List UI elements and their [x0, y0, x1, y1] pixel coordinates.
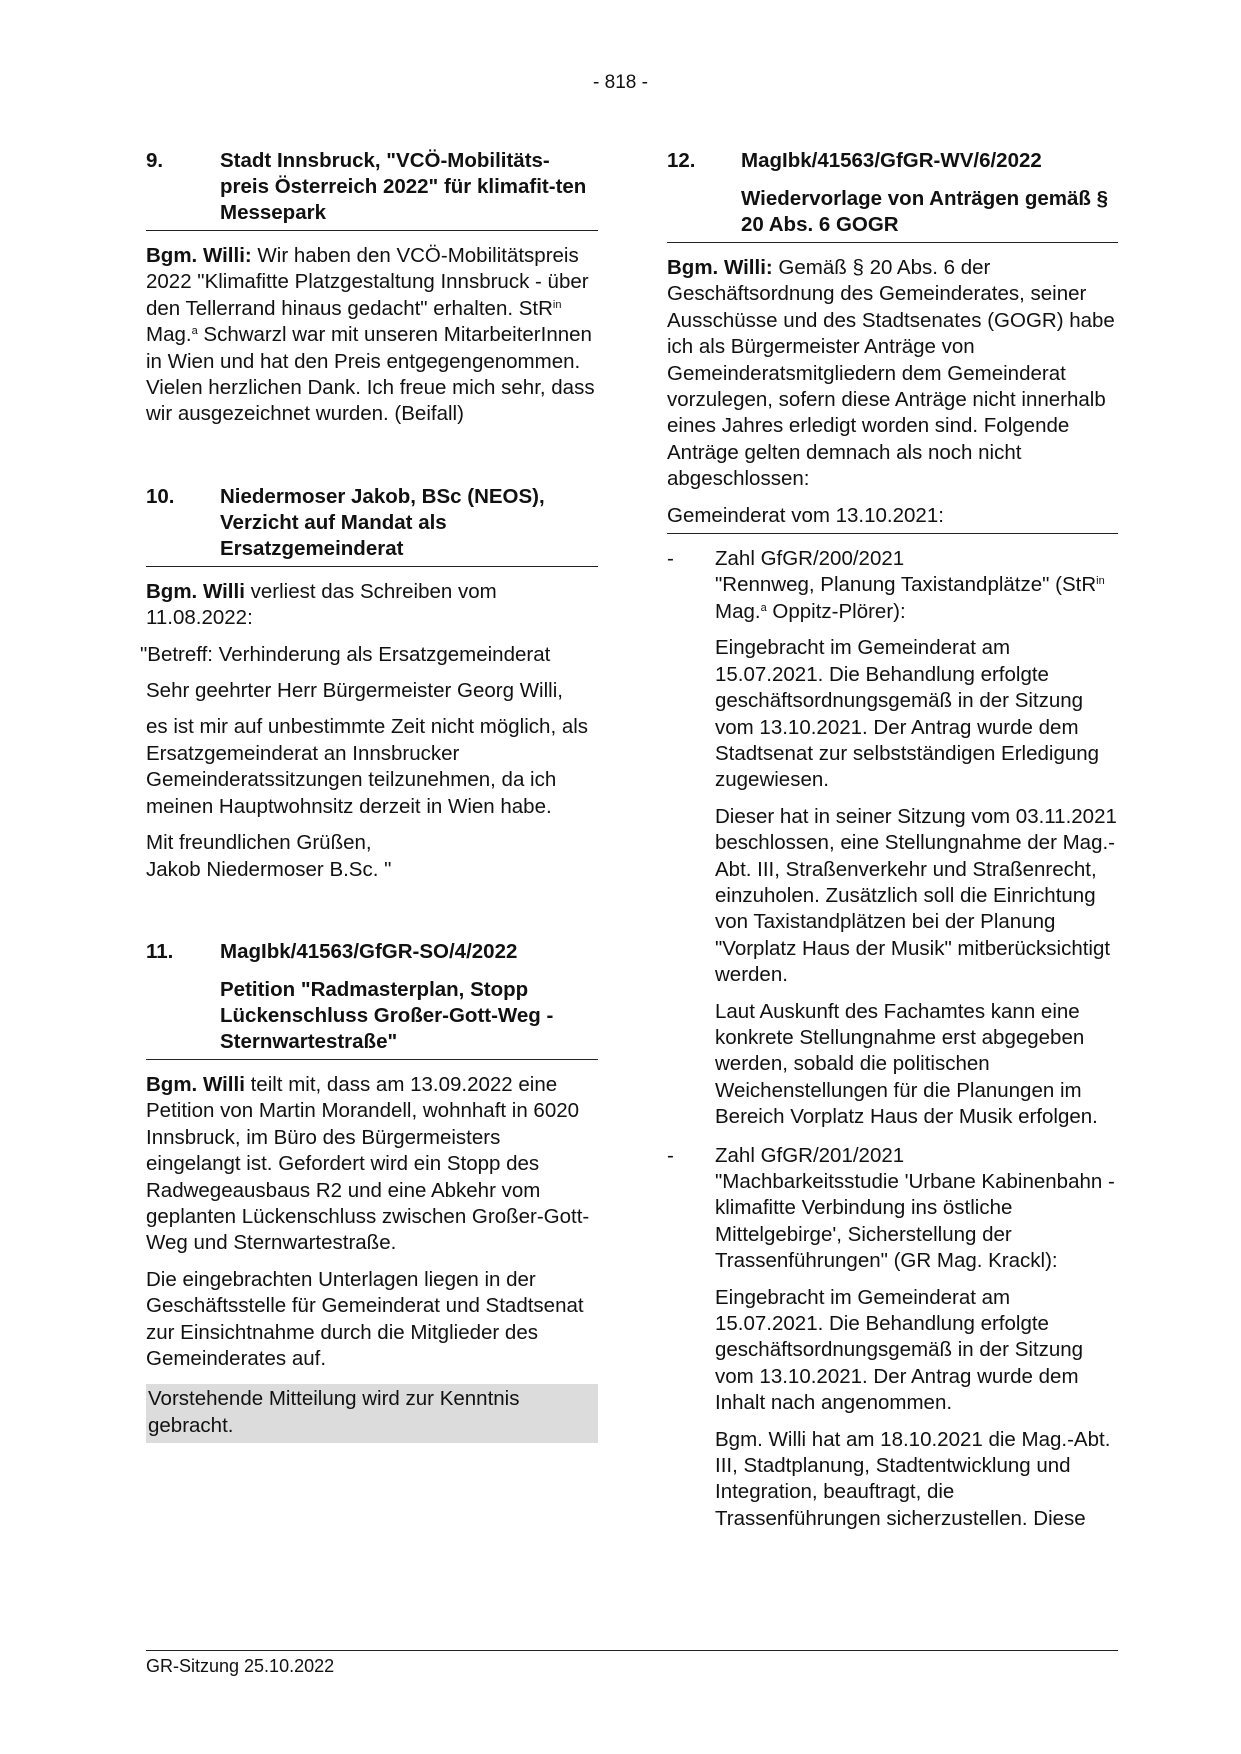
item-reference: MagIbk/41563/GfGR-WV/6/2022 [741, 149, 1042, 172]
entry-paragraph: Eingebracht im Gemeinderat am 15.07.2021. Die Behandlung erfolgte geschäftsordnungsgemäß in der Sitzung vom 13.10.2021. Der Antrag wurde dem Inhalt nach angenommen. [715, 1285, 1084, 1415]
item-heading [146, 939, 598, 1060]
agenda-item-12 [667, 148, 1118, 1532]
letter-body: es ist mir auf unbestimmte Zeit nicht möglich, als Ersatzgemeinderat an Innsbrucker Gemeinderatssitzungen teilzunehmen, da ich meinen Hauptwohnsitz derzeit in Wien habe. [146, 715, 589, 818]
right-column [667, 148, 1118, 1532]
entry-paragraph: Dieser hat in seiner Sitzung vom 03.11.2021 beschlossen, eine Stellungnahme der Mag.-Abt. III, Straßenverkehr und Straßenrecht, einzuholen. Zusätzlich soll die Einrichtung von Taxistandplätzen bei der Planung "Vorplatz Haus der Musik" mitberücksichtigt werden. [715, 804, 1117, 987]
list-dash: - [667, 547, 674, 571]
footer-text: GR-Sitzung 25.10.2022 [146, 1656, 335, 1676]
agenda-item-9 [146, 148, 598, 428]
footer-rule [146, 1650, 1118, 1651]
item-reference: MagIbk/41563/GfGR-SO/4/2022 [220, 939, 518, 963]
item-text: Bgm. Willi: Wir haben den VCÖ-Mobilitätspreis 2022 "Klimafitte Platzgestaltung Innsbruck - über den Tellerrand hinaus gedacht" erhalten. StR$^{in}$ Mag.$^a$ Schwarzl war mit unseren MitarbeiterInnen in Wien und hat den Preis entgegengenommen. Vielen herzlichen Dank. Ich freue mich sehr, dass wir ausgezeichnet wurden. (Beifall) [146, 244, 595, 426]
item-heading [667, 148, 1118, 243]
entry-paragraph: Laut Auskunft des Fachamtes kann eine konkrete Stellungnahme erst abgegeben werden, sobald die politischen Weichenstellungen für die Planungen im Bereich Vorplatz Haus der Musik erfolgen. [715, 999, 1098, 1129]
item-title: Petition "Radmasterplan, Stopp Lückenschluss Großer-Gott-Weg - Sternwartestraße" [220, 977, 554, 1053]
item-text-2: Die eingebrachten Unterlagen liegen in der Geschäftsstelle für Gemeinderat und Stadtsenat zur Einsichtnahme durch die Mitglieder des Gemeinderates auf. [146, 1267, 584, 1370]
notice-box: Vorstehende Mitteilung wird zur Kenntnis gebracht. [146, 1384, 598, 1443]
speaker: Bgm. Willi: [667, 256, 773, 279]
item-number: 10. [146, 484, 175, 508]
letter-closing: Mit freundlichen Grüßen, Jakob Niedermoser B.Sc. " [146, 831, 392, 881]
letter-subject: "Betreff: Verhinderung als Ersatzgemeinderat [140, 642, 551, 666]
agenda-item-11 [146, 939, 598, 1443]
speaker: Bgm. Willi [146, 579, 245, 603]
left-column [140, 148, 598, 1443]
item-title: Niedermoser Jakob, BSc (NEOS), Verzicht auf Mandat als Ersatzgemeinderat [220, 484, 545, 560]
entry-header: Zahl GfGR/200/2021 "Rennweg, Planung Taxistandplätze" (StR$^{in}$ Mag.$^a$ Oppitz-Plörer): [715, 547, 1105, 623]
item-text: Bgm. Willi teilt mit, dass am 13.09.2022 eine Petition von Martin Morandell, wohnhaft in 6020 Innsbruck, im Büro des Bürgermeisters eingelangt ist. Gefordert wird ein Stopp des Radwegeausbaus R2 und eine Abkehr vom geplanten Lückenschluss zwischen Großer-Gott-Weg und Sternwartestraße. [146, 1072, 590, 1255]
speaker: Bgm. Willi: [146, 244, 252, 267]
agenda-item-10 [140, 484, 598, 883]
entry-header: Zahl GfGR/201/2021 "Machbarkeitsstudie 'Urbane Kabinenbahn - klimafitte Verbindung ins östliche Mittelgebirge', Sicherstellung der Trassenführungen" (GR Mag. Krackl): [715, 1143, 1115, 1273]
item-number: 9. [146, 149, 164, 172]
list-item [667, 546, 1118, 1131]
item-title: Wiedervorlage von Anträgen gemäß § 20 Abs. 6 GOGR [741, 187, 1109, 236]
item-text: Bgm. Willi verliest das Schreiben vom 11.08.2022: [146, 579, 497, 630]
session-date: Gemeinderat vom 13.10.2021: [667, 503, 1118, 534]
speaker: Bgm. Willi [146, 1072, 245, 1096]
item-number: 12. [667, 149, 696, 172]
entry-paragraph: Eingebracht im Gemeinderat am 15.07.2021. Die Behandlung erfolgte geschäftsordnungsgemäß in der Sitzung vom 13.10.2021. Der Antrag wurde dem Stadtsenat zur selbstständigen Erledigung zugewiesen. [715, 636, 1100, 792]
item-heading [146, 148, 598, 231]
item-title: Stadt Innsbruck, "VCÖ-Mobilitäts-preis Österreich 2022" für klimafit-ten Messepark [220, 149, 587, 224]
item-number: 11. [146, 939, 174, 963]
list-dash: - [667, 1143, 674, 1167]
page-number: - 818 - [593, 72, 648, 93]
letter-salutation: Sehr geehrter Herr Bürgermeister Georg Willi, [146, 679, 563, 703]
letter-signature: Jakob Niedermoser B.Sc. " [146, 857, 392, 881]
entry-paragraph: Bgm. Willi hat am 18.10.2021 die Mag.-Abt. III, Stadtplanung, Stadtentwicklung und Integration, beauftragt, die Trassenführungen sicherzustellen. Diese [715, 1427, 1111, 1530]
item-heading [146, 484, 598, 567]
list-item [667, 1143, 1118, 1533]
item-text: Bgm. Willi: Gemäß § 20 Abs. 6 der Geschäftsordnung des Gemeinderates, seiner Ausschüsse und des Stadtsenates (GOGR) habe ich als Bürgermeister Anträge von Gemeinderatsmitgliedern dem Gemeinderat vorzulegen, sofern diese Anträge nicht innerhalb eines Jahres erledigt worden sind. Folgende Anträge gelten demnach als noch nicht abgeschlossen: [667, 256, 1115, 491]
